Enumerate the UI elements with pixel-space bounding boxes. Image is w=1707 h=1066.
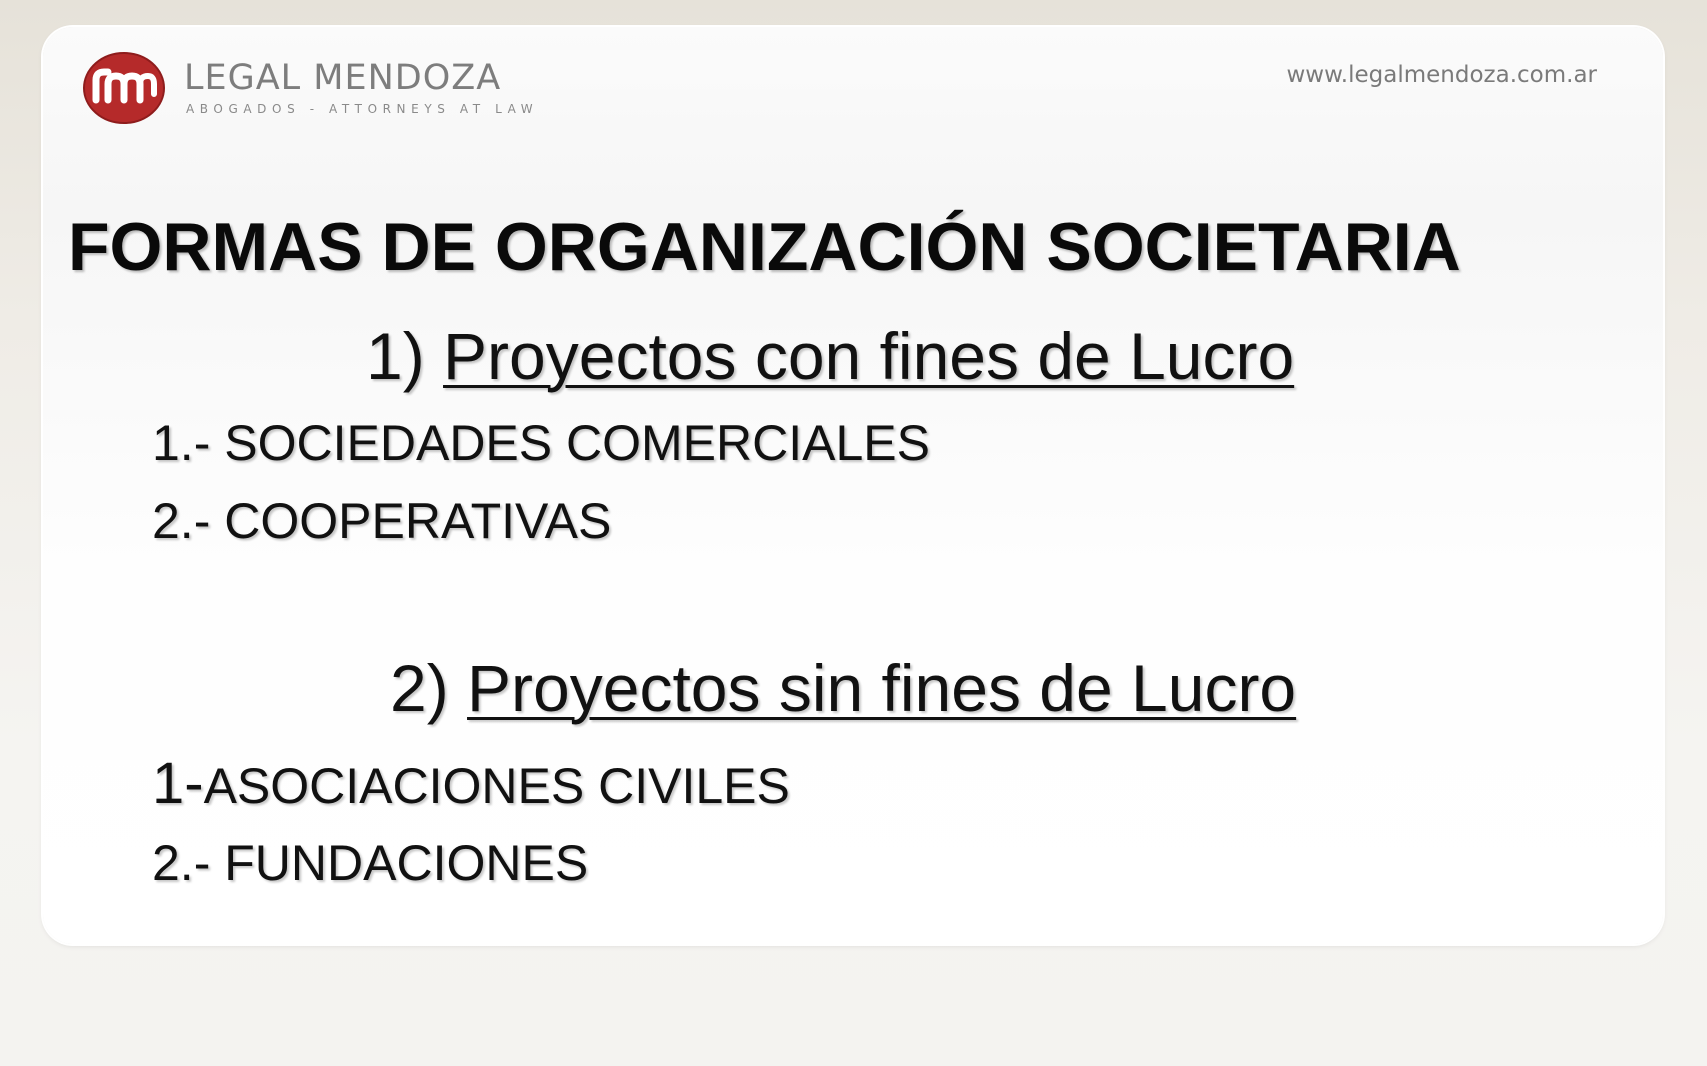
item-text: SOCIEDADES COMERCIALES: [224, 415, 930, 471]
section-number: 1): [366, 319, 425, 393]
item-text: ASOCIACIONES CIVILES: [203, 758, 790, 814]
section-number: 2): [390, 651, 449, 725]
slide-title: FORMAS DE ORGANIZACIÓN SOCIETARIA: [68, 209, 1461, 285]
list-item: [152, 750, 790, 817]
logo-tagline: ABOGADOS - ATTORNEYS AT LAW: [186, 102, 539, 116]
item-number: 2.-: [152, 835, 211, 891]
item-text: FUNDACIONES: [224, 835, 589, 891]
item-number: 2.-: [152, 493, 211, 549]
list-item: [152, 834, 588, 892]
section-heading-1: [366, 318, 1294, 394]
lm-logo-icon: [82, 50, 168, 125]
legal-mendoza-logo: [82, 50, 542, 125]
logo-name: LEGAL MENDOZA: [184, 58, 502, 98]
section-heading-text: Proyectos sin fines de Lucro: [467, 651, 1297, 725]
list-item: [152, 492, 611, 550]
list-item: [152, 414, 930, 472]
item-text: COOPERATIVAS: [224, 493, 612, 549]
section-heading-2: [390, 650, 1296, 726]
website-url: www.legalmendoza.com.ar: [1286, 62, 1597, 88]
item-number: 1.-: [152, 415, 211, 471]
item-number: 1-: [152, 751, 204, 816]
section-heading-text: Proyectos con fines de Lucro: [443, 319, 1295, 393]
